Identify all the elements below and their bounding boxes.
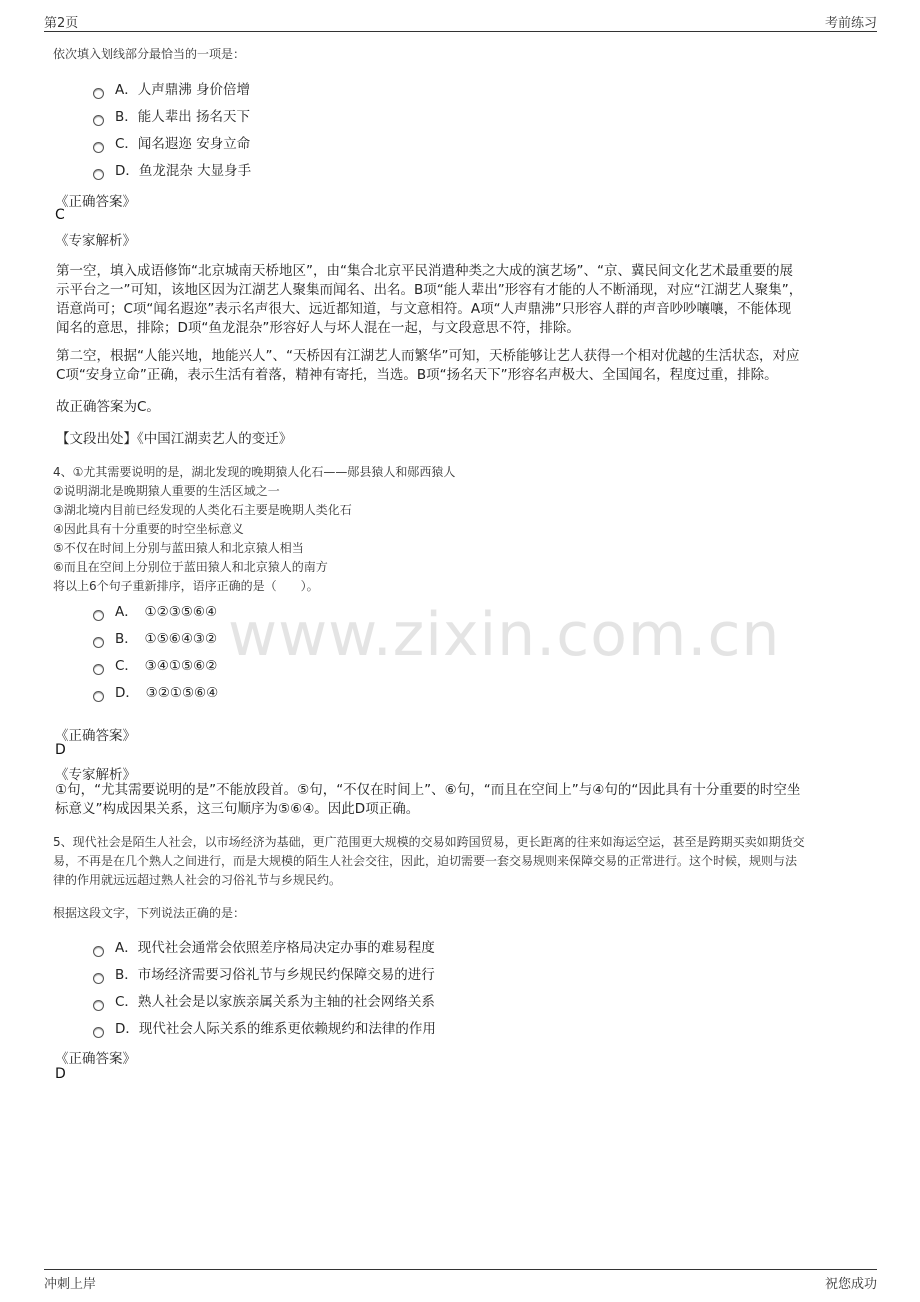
q5-option-a[interactable]: A．现代社会通常会依照差序格局决定办事的难易程度 (93, 938, 435, 958)
q5-stem: 5、现代社会是陌生人社会，以市场经济为基础，更广范围更大规模的交易如跨国贸易，更长距离的往来如海运空运，甚至是跨期买卖如期货交 易，不再是在几个熟人之间进行，而是大规模的陌生人社会交往，因此，迫切需要一套交易规则来保障交易的正常进行。这个时候，规则与法 律的作用就远远超过熟人社会的习俗礼节与乡规民约。 (53, 835, 805, 887)
radio-icon[interactable] (93, 169, 104, 180)
header-label: 考前练习 (824, 16, 877, 31)
radio-icon[interactable] (93, 142, 104, 153)
q3-option-d[interactable]: D．鱼龙混杂 大显身手 (93, 161, 251, 181)
q3-prompt: 依次填入划线部分最恰当的一项是： (53, 47, 246, 61)
q5-answer-label: 《正确答案》 (55, 1051, 136, 1067)
q3-option-a[interactable]: A．人声鼎沸 身价倍增 (93, 80, 250, 100)
radio-icon[interactable] (93, 115, 104, 126)
q4-analysis: ①句，“尤其需要说明的是”不能放段首。⑤句，“不仅在时间上”、⑥句，“而且在空间上”与④句的“因此具有十分重要的时空坐 标意义”构成因果关系，这三句顺序为⑤⑥④。因此D项正确。 (55, 782, 801, 817)
header-rule (44, 31, 877, 32)
q5-prompt: 根据这段文字，下列说法正确的是： (53, 906, 246, 920)
q3-answer-label: 《正确答案》 (55, 194, 136, 210)
q4-answer-label: 《正确答案》 (55, 728, 136, 744)
q4-answer: D (55, 742, 66, 758)
q3-analysis-para-3: 故正确答案为C。 (56, 399, 160, 415)
q5-option-b[interactable]: B．市场经济需要习俗礼节与乡规民约保障交易的进行 (93, 965, 435, 985)
q3-option-b[interactable]: B．能人辈出 扬名天下 (93, 107, 250, 127)
q4-analysis-label: 《专家解析》 (55, 767, 136, 783)
q4-option-a[interactable]: A． ①②③⑤⑥④ (93, 602, 217, 622)
q3-answer: C (55, 207, 65, 223)
q3-analysis-label: 《专家解析》 (55, 233, 136, 249)
radio-icon[interactable] (93, 1027, 104, 1038)
q4-option-d[interactable]: D． ③②①⑤⑥④ (93, 683, 218, 703)
q3-source: 【文段出处】《中国江湖卖艺人的变迁》 (56, 431, 293, 447)
radio-icon[interactable] (93, 637, 104, 648)
q3-option-c[interactable]: C．闻名遐迩 安身立命 (93, 134, 250, 154)
q5-option-c[interactable]: C．熟人社会是以家族亲属关系为主轴的社会网络关系 (93, 992, 435, 1012)
radio-icon[interactable] (93, 691, 104, 702)
radio-icon[interactable] (93, 664, 104, 675)
radio-icon[interactable] (93, 88, 104, 99)
radio-icon[interactable] (93, 1000, 104, 1011)
radio-icon[interactable] (93, 973, 104, 984)
footer-right: 祝您成功 (824, 1277, 877, 1292)
q3-analysis-para-2: 第二空，根据“人能兴地，地能兴人”、“天桥因有江湖艺人而繁华”可知，天桥能够让艺人获得一个相对优越的生活状态，对应 C项“安身立命”正确，表示生活有着落，精神有寄托，当选。B项“扬名天下”形容名声极大、全国闻名，程度过重，排除。 (56, 348, 800, 383)
footer-left: 冲刺上岸 (44, 1277, 97, 1292)
q5-answer: D (55, 1066, 66, 1082)
radio-icon[interactable] (93, 610, 104, 621)
radio-icon[interactable] (93, 946, 104, 957)
watermark: www.zixin.com.cn (228, 600, 781, 670)
q4-stem: 4、①尤其需要说明的是，湖北发现的晚期猿人化石——郧县猿人和郧西猿人 ②说明湖北是晚期猿人重要的生活区域之一 ③湖北境内目前已经发现的人类化石主要是晚期人类化石 ④因此具有十分重要的时空坐标意义 ⑤不仅在时间上分别与蓝田猿人和北京猿人相当 ⑥而且在空间上分别位于蓝田猿人和北京猿人的南方 将以上6个句子重新排序，语序正确的是（ ）。 (53, 465, 456, 593)
q3-analysis-para-1: 第一空，填入成语修饰“北京城南天桥地区”，由“集合北京平民消遣种类之大成的演艺场”、“京、冀民间文化艺术最重要的展 示平台之一”可知，该地区因为江湖艺人聚集而闻名、出名。B项“能人辈出”形容有才能的人不断涌现，对应“江湖艺人聚集”， 语意尚可；C项“闻名遐迩”表示名声很大、远近都知道，与文意相符。A项“人声鼎沸”只形容人群的声音吵吵嚷嚷，不能体现 闻名的意思，排除；D项“鱼龙混杂”形容好人与坏人混在一起，与文段意思不符，排除。 (56, 263, 803, 336)
q4-option-c[interactable]: C． ③④①⑤⑥② (93, 656, 217, 676)
footer-rule (44, 1269, 877, 1270)
page-number: 第2页 (44, 16, 79, 31)
q4-option-b[interactable]: B． ①⑤⑥④③② (93, 629, 217, 649)
q5-option-d[interactable]: D．现代社会人际关系的维系更依赖规约和法律的作用 (93, 1019, 436, 1039)
